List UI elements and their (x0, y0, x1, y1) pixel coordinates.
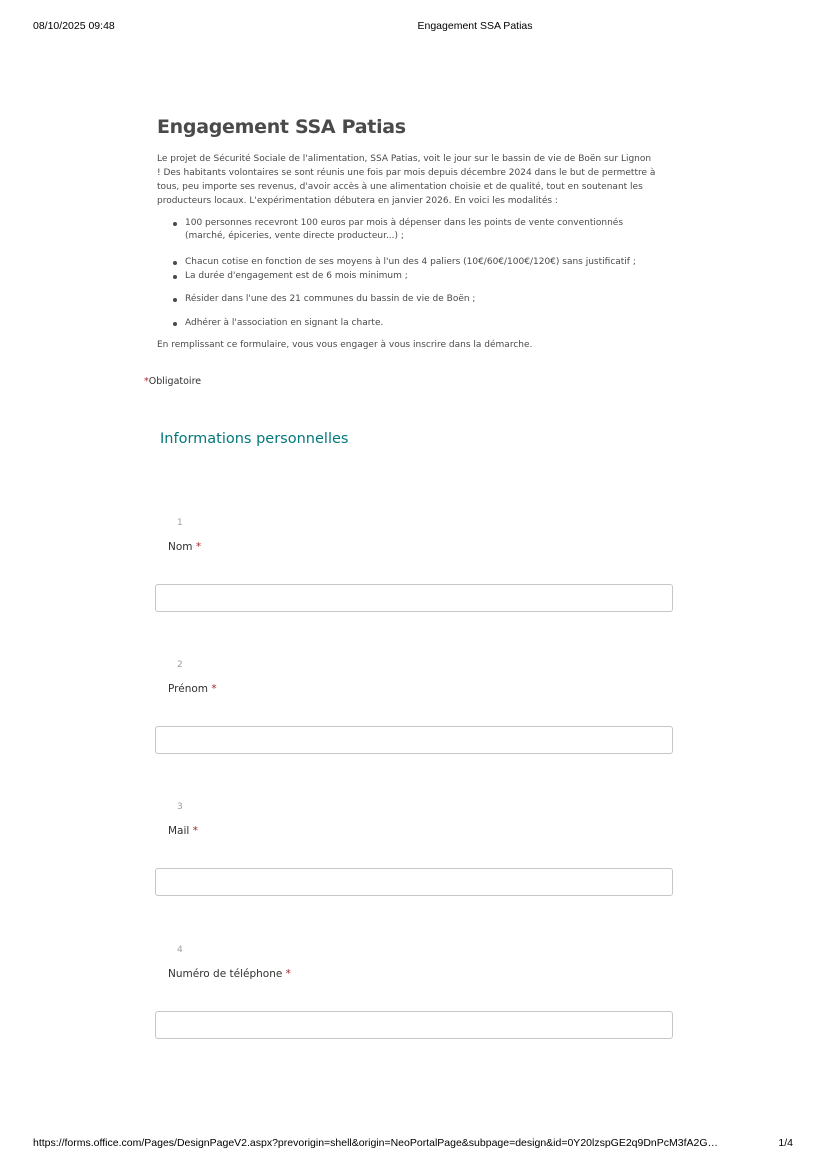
mail-input[interactable] (155, 868, 673, 896)
list-item: Adhérer à l'association en signant la charte. (157, 317, 657, 330)
form-closing-text: En remplissant ce formulaire, vous vous engager à vous inscrire dans la démarche. (157, 340, 533, 350)
required-star: * (211, 683, 217, 695)
question-label (168, 825, 198, 837)
required-star: * (144, 376, 149, 387)
question-label (168, 541, 201, 553)
question-number: 3 (177, 802, 183, 812)
list-item: Résider dans l'une des 21 communes du bassin de vie de Boën ; (157, 293, 657, 306)
question-label-text: Mail (168, 825, 190, 837)
print-footer (0, 1137, 826, 1151)
question-number: 2 (177, 660, 183, 670)
telephone-input[interactable] (155, 1011, 673, 1039)
required-star: * (195, 541, 202, 553)
prenom-input[interactable] (155, 726, 673, 754)
form-title: Engagement SSA Patias (157, 116, 406, 138)
required-note (144, 376, 201, 387)
required-star: * (192, 825, 198, 837)
list-item: Chacun cotise en fonction de ses moyens à l'un des 4 paliers (10€/60€/100€/120€) sans justificatif ; (157, 256, 657, 269)
print-page-title: Engagement SSA Patias (417, 20, 533, 32)
required-star: * (285, 968, 291, 980)
question-label-text: Numéro de téléphone (168, 968, 283, 980)
question-label (168, 683, 217, 695)
list-item: La durée d'engagement est de 6 mois minimum ; (157, 270, 657, 283)
print-url: https://forms.office.com/Pages/DesignPageV2.aspx?prevorigin=shell&origin=NeoPortalPage&subpage=design&id=0Y20lzspGE2q9DnPcM3fA2G… (33, 1137, 719, 1149)
nom-input[interactable] (155, 584, 673, 612)
print-datetime: 08/10/2025 09:48 (33, 20, 115, 32)
form-description: Le projet de Sécurité Sociale de l'alimentation, SSA Patias, voit le jour sur le bassin de vie de Boën sur Lignon ! Des habitants volontaires se sont réunis une fois par mois depuis décembre 2024 dans le but de permettre à tous, peu importe ses revenus, d'avoir accès à une alimentation choisie et de qualité, tout en soutenant les producteurs locaux. L'expérimentation débutera en janvier 2026. En voici les modalités : (157, 154, 656, 206)
print-header (0, 20, 826, 34)
question-number: 4 (177, 945, 183, 955)
question-label (168, 968, 291, 980)
question-label-text: Nom (168, 541, 193, 553)
question-number: 1 (177, 518, 183, 528)
section-title: Informations personnelles (160, 431, 349, 447)
print-page-number: 1/4 (778, 1137, 793, 1149)
question-label-text: Prénom (168, 683, 209, 695)
required-label: Obligatoire (148, 376, 202, 387)
list-item: 100 personnes recevront 100 euros par mois à dépenser dans les points de vente conventionnés (marché, épiceries, vente directe producteur...) ; (157, 217, 657, 243)
